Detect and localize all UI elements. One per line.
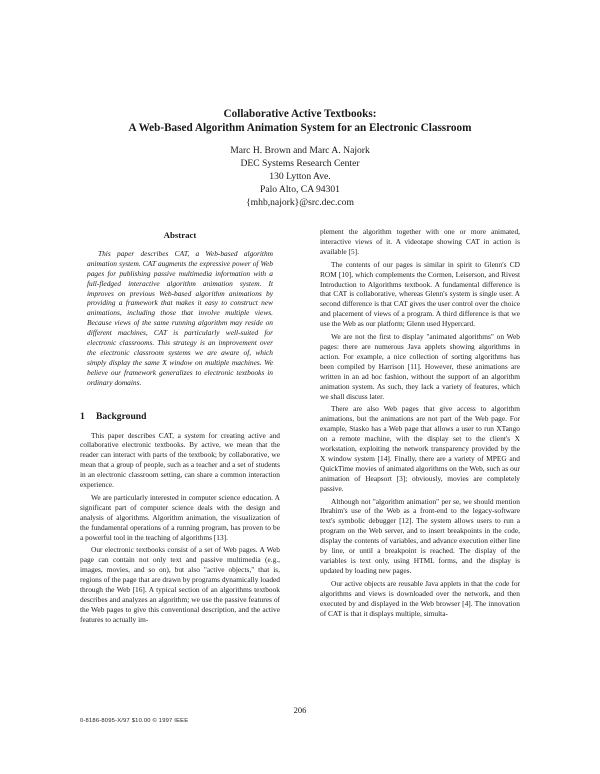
section-title: Background — [96, 410, 147, 422]
author-email: {mhb,najork}@src.dec.com — [246, 197, 354, 208]
author-street: 130 Lytton Ave. — [269, 171, 331, 182]
body-paragraph: Although not "algorithm animation" per se, we should mention Ibrahim's use of the Web as a front-end to the legacy-software text's symbolic debugger [12]. The system allows users to run a program on the Web server, and to insert breakpoints in the code, display the contents of variables, and advance execution either line by line, or until a breakpoint is reached. The display of the variables is text only, using HTML forms, and the display is updated by loading new pages. — [320, 496, 520, 575]
body-paragraph: Our active objects are reusable Java applets in that the code for algorithms and views is downloaded over the network, and then executed by and displayed in the Web browser [4]. The innovation of CAT is that it displays multiple, simulta- — [320, 578, 520, 618]
body-paragraph: The contents of our pages is similar in spirit to Glenn's CD ROM [10], which complements the Cormen, Leiserson, and Rivest Introduction to Algorithms textbook. A fundamental difference is that CAT is collaborative, whereas Glenn's system is single user. A second difference is that CAT gives the user control over the choice and placement of views of a program. A third difference is that we use the Web as our platform; Glenn used Hypercard. — [320, 259, 520, 329]
body-paragraph: There are also Web pages that give access to algorithm animations, but the animations are not part of the Web page. For example, Stasko has a Web page that allows a user to run XTango on a remote machine, with the display set to the client's X workstation, exploiting the network transparency provided by the X window system [14]. Finally, there are a variety of MPEG and QuickTime movies of animated algorithms on the Web, such as our animation of Heapsort [3]; obviously, movies are completely passive. — [320, 404, 520, 493]
body-paragraph: plement the algorithm together with one or more animated, interactive views of it. A videotape showing CAT in action is available [5]. — [320, 227, 520, 256]
section-heading — [80, 412, 280, 422]
paper-title-line-2: A Web-Based Algorithm Animation System for an Electronic Classroom — [128, 122, 472, 134]
section-number: 1 — [80, 410, 85, 422]
abstract-text: This paper describes CAT, a Web-based algorithm animation system. CAT augments the expressive power of Web pages for publishing passive multimedia information with a full-fledged interactive algorithm animation system. It improves on previous Web-based algorithm animations by providing a framework that makes it easy to construct new animations, including those that involve multiple views. Because views of the same running algorithm may reside on different machines, CAT is particularly well-suited for electronic classrooms. This strategy is an improvement over the electronic classroom systems we are aware of, which simply display the same X window on multiple machines. We believe our framework generalizes to electronic textbooks in ordinary domains. — [87, 248, 273, 387]
body-paragraph: Our electronic textbooks consist of a set of Web pages. A Web page can contain not only text and passive multimedia (e.g., images, movies, and so on), but also "active objects," that is, regions of the page that are drawn by programs dynamically loaded through the Web [16]. A typical section of an algorithms textbook describes and analyzes an algorithm; we use the passive features of the Web pages to give this conventional description, and the active features to actually im- — [80, 545, 280, 624]
footer-isbn: 0-8186-8095-X/97 $10.00 © 1997 IEEE — [80, 718, 189, 724]
page-number: 206 — [293, 705, 307, 715]
left-column — [80, 227, 280, 625]
paper-title-line-1: Collaborative Active Textbooks: — [223, 108, 377, 120]
body-paragraph: We are particularly interested in computer science education. A significant part of computer science deals with the design and analysis of algorithms. Algorithm animation, the visualization of the fundamental operations of a running program, has proven to be a powerful tool in the teaching of algorithms [13]. — [80, 492, 280, 542]
author-city: Palo Alto, CA 94301 — [260, 184, 340, 195]
abstract-heading: Abstract — [163, 230, 197, 240]
body-paragraph: This paper describes CAT, a system for creating active and collaborative electronic textbooks. By active, we mean that the reader can interact with parts of the textbook; by collaborative, we mean that a group of people, such as a teacher and a set of students in an electronic classroom setting, can share a common interaction experience. — [80, 430, 280, 490]
author-affiliation: DEC Systems Research Center — [240, 158, 360, 169]
body-paragraph: We are not the first to display "animated algorithms" on Web pages: there are numerous Java applets showing algorithms in action. For example, a nice collection of sorting algorithms has been compiled by Harrison [11]. However, these animations are written in an ad hoc fashion, without the support of an algorithm animation system. As such, they lack a variety of features, which we shall discuss later. — [320, 332, 520, 401]
author-names: Marc H. Brown and Marc A. Najork — [230, 145, 370, 156]
right-column — [320, 227, 520, 618]
